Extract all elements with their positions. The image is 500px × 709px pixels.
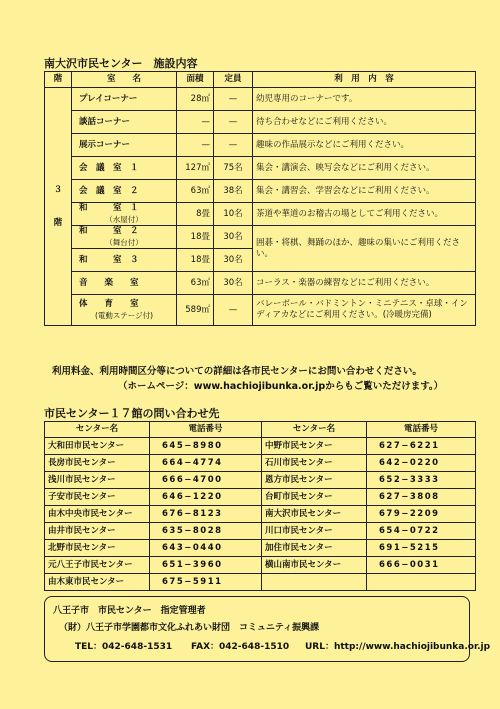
- room-capacity: 30名: [214, 226, 253, 249]
- facility-table: [44, 71, 476, 326]
- facility-row: [45, 226, 476, 249]
- contact-row: [45, 472, 476, 489]
- room-name-cell: [72, 203, 177, 226]
- contact-phone: 679−2209: [367, 506, 476, 523]
- contact-phone: 676−8123: [150, 506, 262, 523]
- contact-name: 由木東市民センター: [45, 574, 150, 591]
- room-use: 趣味の作品展示などにご利用ください。: [253, 134, 476, 157]
- header-room: 室 名: [72, 72, 177, 88]
- room-name: 和 室 ２: [79, 226, 139, 236]
- contact-name: [262, 574, 367, 591]
- contact-phone: 627−6221: [367, 438, 476, 455]
- room-name: 体 育 室: [79, 299, 139, 309]
- room-name-cell: [72, 134, 177, 157]
- facility-section-title: 南大沢市民センター 施設内容: [44, 57, 198, 70]
- room-name-cell: [72, 272, 177, 295]
- contact-phone: 643−0440: [150, 540, 262, 557]
- contact-name: 由木中央市民センター: [45, 506, 150, 523]
- room-sub: (電動ステージ付): [94, 311, 154, 320]
- room-name: 会 議 室 １: [79, 162, 139, 173]
- facility-row: [45, 157, 476, 180]
- room-area: 63㎡: [177, 272, 214, 295]
- facility-row: [45, 111, 476, 134]
- room-capacity: —: [214, 134, 253, 157]
- room-name: プレイコーナー: [79, 93, 138, 104]
- contact-row: [45, 438, 476, 455]
- contact-phone: 652−3333: [367, 472, 476, 489]
- facility-row: [45, 88, 476, 111]
- room-use: バレーボール・バドミントン・ミニテニス・卓球・インディアカなどにご利用ください。(冷暖房完備): [253, 295, 476, 326]
- contact-name: 長房市民センター: [45, 455, 150, 472]
- room-name-cell: [72, 226, 177, 249]
- contact-row: [45, 523, 476, 540]
- contact-phone: 654−0722: [367, 523, 476, 540]
- room-name-cell: [72, 295, 177, 326]
- footer-box: [44, 596, 491, 662]
- room-name: 談話コーナー: [79, 116, 131, 127]
- contact-row: [45, 574, 476, 591]
- contact-row: [45, 506, 476, 523]
- contact-name: 子安市民センター: [45, 489, 150, 506]
- room-capacity: 38名: [214, 180, 253, 203]
- room-area: 127㎡: [177, 157, 214, 180]
- homepage-note: （ホームページ：www.hachiojibunka.or.jpからもご覧いただけます。）: [118, 381, 444, 392]
- room-area: —: [177, 134, 214, 157]
- floor-number: ３: [53, 184, 63, 195]
- contact-name: 川口市民センター: [262, 523, 367, 540]
- room-name-cell: [72, 88, 177, 111]
- room-name-cell: [72, 249, 177, 272]
- facility-row: [45, 203, 476, 226]
- room-use: 茶道や華道のお稽古の場としてご利用ください。: [253, 203, 476, 226]
- footer-org: （財）八王子市学園都市文化ふれあい財団 コミュニティ振興課: [59, 623, 320, 633]
- room-capacity: 30名: [214, 249, 253, 272]
- contact-name: 元八王子市民センター: [45, 557, 150, 574]
- room-name: 和 室 １: [79, 203, 139, 213]
- room-use: 集会・講習会、学習会などにご利用ください。: [253, 180, 476, 203]
- header-center-left: センター名: [45, 422, 150, 438]
- facility-row: [45, 295, 476, 326]
- room-name: 音 楽 室: [79, 277, 139, 288]
- room-capacity: 75名: [214, 157, 253, 180]
- room-name-cell: [72, 180, 177, 203]
- contact-name: 加住市民センター: [262, 540, 367, 557]
- room-use: 集会・講演会、映写会などにご利用ください。: [253, 157, 476, 180]
- header-floor: 階: [45, 72, 72, 88]
- facility-row: [45, 134, 476, 157]
- contact-name: 由井市民センター: [45, 523, 150, 540]
- room-area: 18畳: [177, 249, 214, 272]
- room-name: 和 室 ３: [79, 254, 139, 265]
- room-area: 8畳: [177, 203, 214, 226]
- contact-row: [45, 455, 476, 472]
- contact-phone: 666−0031: [367, 557, 476, 574]
- contact-row: [45, 557, 476, 574]
- room-area: 28㎡: [177, 88, 214, 111]
- contact-phone: 651−3960: [150, 557, 262, 574]
- contact-phone: 635−8028: [150, 523, 262, 540]
- contact-name: 恩方市民センター: [262, 472, 367, 489]
- footer-fax: FAX：042-648-1510: [191, 642, 290, 652]
- room-sub: （水屋付）: [105, 215, 143, 224]
- room-capacity: 30名: [214, 272, 253, 295]
- contacts-section-title: 市民センター１７館の問い合わせ先: [44, 407, 220, 420]
- room-capacity: —: [214, 111, 253, 134]
- info-note: 利用料金、利用時間区分等についての詳細は各市民センターにお問い合わせください。: [52, 366, 422, 377]
- contact-row: [45, 540, 476, 557]
- room-capacity: —: [214, 295, 253, 326]
- contact-phone: 627−3808: [367, 489, 476, 506]
- room-name-cell: [72, 111, 177, 134]
- header-phone-right: 電話番号: [367, 422, 476, 438]
- contact-phone: 645−8980: [150, 438, 262, 455]
- footer-tel: TEL：042-648-1531: [75, 642, 173, 652]
- contacts-table: [44, 421, 476, 591]
- contact-name: 石川市民センター: [262, 455, 367, 472]
- contact-phone: [367, 574, 476, 591]
- facility-header-row: [45, 72, 476, 88]
- contact-name: 中野市民センター: [262, 438, 367, 455]
- contact-name: 大和田市民センター: [45, 438, 150, 455]
- room-name: 会 議 室 ２: [79, 185, 139, 196]
- room-sub: （舞台付）: [105, 238, 143, 247]
- facility-row: [45, 180, 476, 203]
- contacts-header-row: [45, 422, 476, 438]
- contact-name: 浅川市民センター: [45, 472, 150, 489]
- header-center-right: センター名: [262, 422, 367, 438]
- facility-row: [45, 272, 476, 295]
- room-use: 囲碁・将棋、舞踊のほか、趣味の集いにご利用ください。: [253, 226, 476, 272]
- contact-phone: 691−5215: [367, 540, 476, 557]
- room-name-cell: [72, 157, 177, 180]
- room-area: —: [177, 111, 214, 134]
- contact-row: [45, 489, 476, 506]
- contact-phone: 664−4774: [150, 455, 262, 472]
- room-area: 18畳: [177, 226, 214, 249]
- contact-name: 横山南市民センター: [262, 557, 367, 574]
- footer-manager: 八王子市 市民センター 指定管理者: [53, 606, 206, 616]
- contact-phone: 666−4700: [150, 472, 262, 489]
- floor-cell: [45, 88, 72, 326]
- room-area: 63㎡: [177, 180, 214, 203]
- contact-name: 台町市民センター: [262, 489, 367, 506]
- room-capacity: 10名: [214, 203, 253, 226]
- room-use: 幼児専用のコーナーです。: [253, 88, 476, 111]
- contact-name: 北野市民センター: [45, 540, 150, 557]
- contact-phone: 675−5911: [150, 574, 262, 591]
- floor-suffix: 階: [53, 217, 63, 228]
- room-use: コーラス・楽器の練習などにご利用ください。: [253, 272, 476, 295]
- footer-url: URL：http://www.hachiojibunka.or.jp: [305, 642, 491, 652]
- header-phone-left: 電話番号: [150, 422, 262, 438]
- header-area: 面積: [177, 72, 214, 88]
- header-use: 利 用 内 容: [253, 72, 476, 88]
- room-area: 589㎡: [177, 295, 214, 326]
- header-capacity: 定員: [214, 72, 253, 88]
- room-capacity: —: [214, 88, 253, 111]
- contact-phone: 642−0220: [367, 455, 476, 472]
- contact-name: 南大沢市民センター: [262, 506, 367, 523]
- contact-phone: 646−1220: [150, 489, 262, 506]
- room-name: 展示コーナー: [79, 139, 131, 150]
- room-use: 待ち合わせなどにご利用ください。: [253, 111, 476, 134]
